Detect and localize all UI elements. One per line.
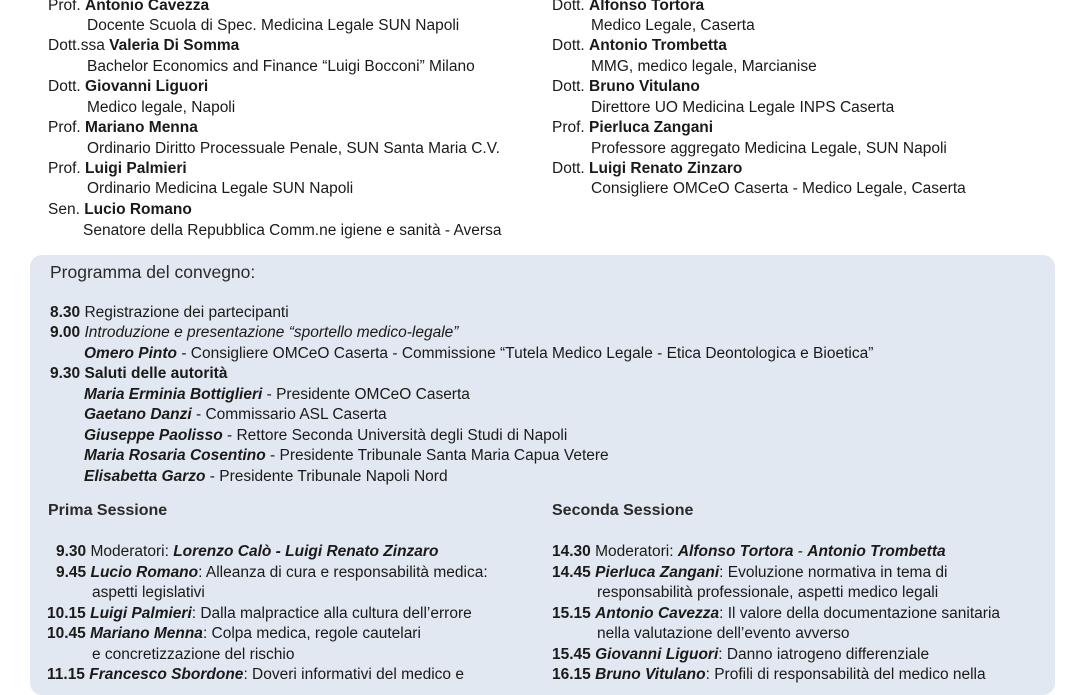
speaker-role: Bachelor Economics and Finance “Luigi Bocconi” Milano [87, 58, 475, 75]
speaker-entry: Prof. Pierluca Zangani [552, 119, 714, 136]
seconda-session-title: Seconda Sessione [552, 502, 694, 519]
speaker-role: Direttore UO Medicina Legale INPS Caserta [591, 99, 895, 116]
authority: Maria Erminia Bottiglieri - Presidente OMCeO Caserta [84, 386, 470, 403]
authority: Giuseppe Paolisso - Rettore Seconda Università degli Studi di Napoli [84, 427, 568, 444]
session-talk: 16.15 Bruno Vitulano: Profili di responsabilità del medico nella [552, 666, 986, 683]
speaker-role: Senatore della Repubblica Comm.ne igiene e sanità - Aversa [83, 222, 502, 239]
session-talk: 15.15 Antonio Cavezza: Il valore della documentazione sanitaria [552, 605, 1001, 622]
speaker-role: MMG, medico legale, Marcianise [591, 58, 817, 75]
session-moderators: 9.30 Moderatori: Lorenzo Calò - Luigi Renato Zinzaro [56, 543, 439, 560]
authority: Gaetano Danzi - Commissario ASL Caserta [84, 406, 387, 423]
schedule-speaker: Omero Pinto - Consigliere OMCeO Caserta - Commissione “Tutela Medico Legale - Etica Deontologica e Bioetica” [84, 345, 874, 362]
speaker-entry: Prof. Mariano Menna [48, 119, 198, 136]
speaker-entry: Prof. Luigi Palmieri [48, 160, 187, 177]
speaker-entry: Dott. Giovanni Liguori [48, 78, 209, 95]
speaker-role: Medico legale, Napoli [87, 99, 236, 116]
schedule-item: 9.00 Introduzione e presentazione “sportello medico-legale” [50, 324, 459, 341]
speaker-entry: Sen. Lucio Romano [48, 201, 192, 218]
speaker-entry: Prof. Antonio Cavezza [48, 0, 210, 14]
session-talk: 11.15 Francesco Sbordone: Doveri informativi del medico e [47, 666, 464, 683]
speaker-role: Consigliere OMCeO Caserta - Medico Legale, Caserta [591, 180, 966, 197]
session-talk: 10.45 Mariano Menna: Colpa medica, regole cautelari [47, 625, 421, 642]
speaker-role: Ordinario Diritto Processuale Penale, SUN Santa Maria C.V. [87, 140, 500, 157]
speaker-entry: Dott. Antonio Trombetta [552, 37, 727, 54]
session-talk: 10.15 Luigi Palmieri: Dalla malpractice alla cultura dell’errore [47, 605, 472, 622]
speaker-role: Docente Scuola di Spec. Medicina Legale SUN Napoli [87, 17, 460, 34]
session-talk: 9.45 Lucio Romano: Alleanza di cura e responsabilità medica: [56, 564, 488, 581]
authority: Maria Rosaria Cosentino - Presidente Tribunale Santa Maria Capua Vetere [84, 447, 609, 464]
session-talk-cont: responsabilità professionale, aspetti medico legali [597, 584, 939, 601]
session-talk-cont: aspetti legislativi [92, 584, 205, 601]
speaker-entry: Dott. Alfonso Tortora [552, 0, 705, 14]
session-talk-cont: nella valutazione dell’evento avverso [597, 625, 850, 642]
speaker-entry: Dott. Bruno Vitulano [552, 78, 700, 95]
prima-session-title: Prima Sessione [48, 502, 168, 519]
speaker-role: Professore aggregato Medicina Legale, SUN Napoli [591, 140, 947, 157]
schedule-item: 9.30 Saluti delle autorità [50, 365, 228, 382]
session-moderators: 14.30 Moderatori: Alfonso Tortora - Antonio Trombetta [552, 543, 946, 560]
schedule-item: 8.30 Registrazione dei partecipanti [50, 304, 289, 321]
session-talk-cont: e concretizzazione del rischio [92, 646, 295, 663]
speaker-entry: Dott. Luigi Renato Zinzaro [552, 160, 743, 177]
speaker-role: Medico Legale, Caserta [591, 17, 755, 34]
session-talk: 15.45 Giovanni Liguori: Danno iatrogeno differenziale [552, 646, 930, 663]
speaker-entry: Dott.ssa Valeria Di Somma [48, 37, 240, 54]
programma-title: Programma del convegno: [50, 262, 256, 282]
authority: Elisabetta Garzo - Presidente Tribunale Napoli Nord [84, 468, 448, 485]
session-talk: 14.45 Pierluca Zangani: Evoluzione normativa in tema di [552, 564, 948, 581]
speaker-role: Ordinario Medicina Legale SUN Napoli [87, 180, 354, 197]
